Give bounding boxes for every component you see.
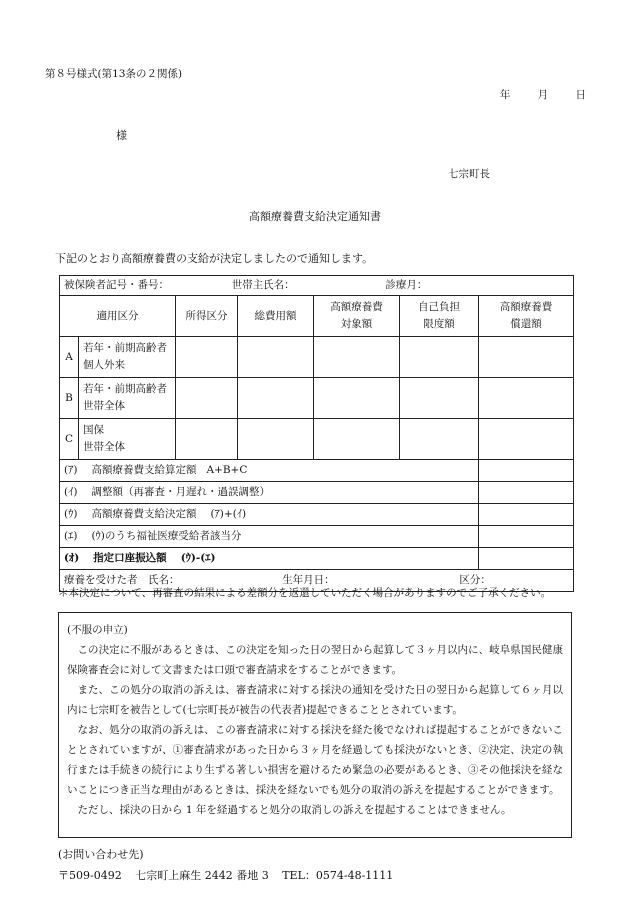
patient-name-label: 療養を受けた者 氏名： <box>64 574 180 586</box>
calc-row <box>60 504 574 526</box>
addressee: 様 <box>116 129 127 142</box>
calc-value-cell <box>479 526 574 548</box>
calc-label-cell: (ｳ) 高額療養費支給決定額 (ｱ)+(ｲ) <box>60 504 479 526</box>
col-reimbursement: 高額療養費 償還額 <box>479 296 574 337</box>
contact-line <box>58 867 403 883</box>
col-limit: 自己負担 限度額 <box>400 296 479 337</box>
col-target-amount: 高額療養費 対象額 <box>314 296 400 337</box>
date-year: 年 <box>499 89 511 101</box>
appeal-paragraph-4: ただし、採決の日から 1 年を経過すると処分の取消しの訴えを提起することはできません。 <box>77 804 512 816</box>
appeal-heading: (不服の申立) <box>67 624 128 636</box>
empty-cell <box>400 337 479 378</box>
birth-date-label: 生年月日： <box>282 574 335 586</box>
calc-row <box>60 482 574 504</box>
calc-label-cell: (ｵ) 指定口座振込額 (ｳ)-(ｴ) <box>60 548 479 570</box>
note-text: ＊本決定について、再審査の結果による差額分を返還していただく場合がありますのでご了承ください。 <box>58 587 552 599</box>
calc-value-cell <box>479 482 574 504</box>
appeal-paragraph-3: なお、処分の取消の訴えは、この審査請求に対する採決を経た後でなければ提起することができないこととされていますが、①審査請求があった日から３ヶ月を経過しても採決がないとき、②決定、決定の執行または手続きの続行により生ずる著しい損害を避けるため緊急の必要があるとき、③その他採決を経ないことにつき正当な理由があるときは、採決を経ないでも処分の取消の訴えを提起することができます。 <box>67 724 563 796</box>
table-header-row <box>60 276 574 296</box>
empty-cell <box>176 337 238 378</box>
class-label: 区分： <box>459 574 491 586</box>
benefit-table <box>59 275 574 592</box>
empty-cell <box>314 419 400 460</box>
insured-number-label: 被保険者記号・番号： <box>64 279 169 291</box>
empty-cell <box>238 378 314 419</box>
col-total-cost: 総費用額 <box>238 296 314 337</box>
category-letter: B <box>60 378 79 419</box>
category-label: 若年・前期高齢者 世帯全体 <box>79 378 176 419</box>
date-day: 日 <box>575 89 586 101</box>
household-head-label: 世帯主氏名： <box>231 279 295 291</box>
empty-cell <box>314 378 400 419</box>
appeal-paragraph-1: この決定に不服があるときは、この決定を知った日の翌日から起算して３ヶ月以内に、岐阜県国民健康保険審査会に対して文書または口頭で審査請求をすることができます。 <box>67 644 563 676</box>
calc-label-cell: (ｴ) (ｳ)のうち福祉医療受給者該当分 <box>60 526 479 548</box>
address: 七宗町上麻生 2442 番地 3 <box>135 869 269 882</box>
empty-cell <box>176 378 238 419</box>
empty-cell <box>238 337 314 378</box>
insured-info-cell <box>60 276 574 296</box>
calc-row <box>60 460 574 482</box>
telephone: TEL：0574-48-1111 <box>282 869 394 882</box>
table-row <box>60 378 574 419</box>
col-income: 所得区分 <box>176 296 238 337</box>
category-label: 国保 世帯全体 <box>79 419 176 460</box>
empty-cell <box>400 419 479 460</box>
appeal-box <box>58 612 572 838</box>
calc-label-cell: (ｱ) 高額療養費支給算定額 A+B+C <box>60 460 479 482</box>
category-letter: A <box>60 337 79 378</box>
empty-cell <box>479 337 574 378</box>
form-number: 第８号様式(第13条の２関係) <box>45 68 183 80</box>
calc-row <box>60 548 574 570</box>
issuer: 七宗町長 <box>448 168 490 180</box>
date-line <box>476 87 586 102</box>
empty-cell <box>238 419 314 460</box>
empty-cell <box>314 337 400 378</box>
col-category: 適用区分 <box>60 296 176 337</box>
category-letter: C <box>60 419 79 460</box>
table-row <box>60 337 574 378</box>
document-title: 高額療養費支給決定通知書 <box>249 210 381 223</box>
intro-text: 下記のとおり高額療養費の支給が決定しましたので通知します。 <box>55 252 374 265</box>
treatment-month-label: 診療月： <box>385 279 428 291</box>
date-month: 月 <box>537 89 549 101</box>
empty-cell <box>479 378 574 419</box>
empty-cell <box>479 419 574 460</box>
calc-label-cell: (ｲ) 調整額（再審査・月遅れ・過誤調整） <box>60 482 479 504</box>
calc-row <box>60 526 574 548</box>
empty-cell <box>176 419 238 460</box>
contact-title: (お問い合わせ先) <box>58 848 144 861</box>
appeal-paragraph-2: また、この処分の取消の訴えは、審査請求に対する採決の通知を受けた日の翌日から起算して６ヶ月以内に七宗町を被告として(七宗町長が被告の代表者)提起できることとされています。 <box>67 684 563 716</box>
column-header-row <box>60 296 574 337</box>
category-label: 若年・前期高齢者 個人外来 <box>79 337 176 378</box>
postal-code: 〒509-0492 <box>58 869 122 882</box>
calc-value-cell <box>479 460 574 482</box>
empty-cell <box>400 378 479 419</box>
calc-value-cell <box>479 504 574 526</box>
table-row <box>60 419 574 460</box>
calc-value-cell <box>479 548 574 570</box>
